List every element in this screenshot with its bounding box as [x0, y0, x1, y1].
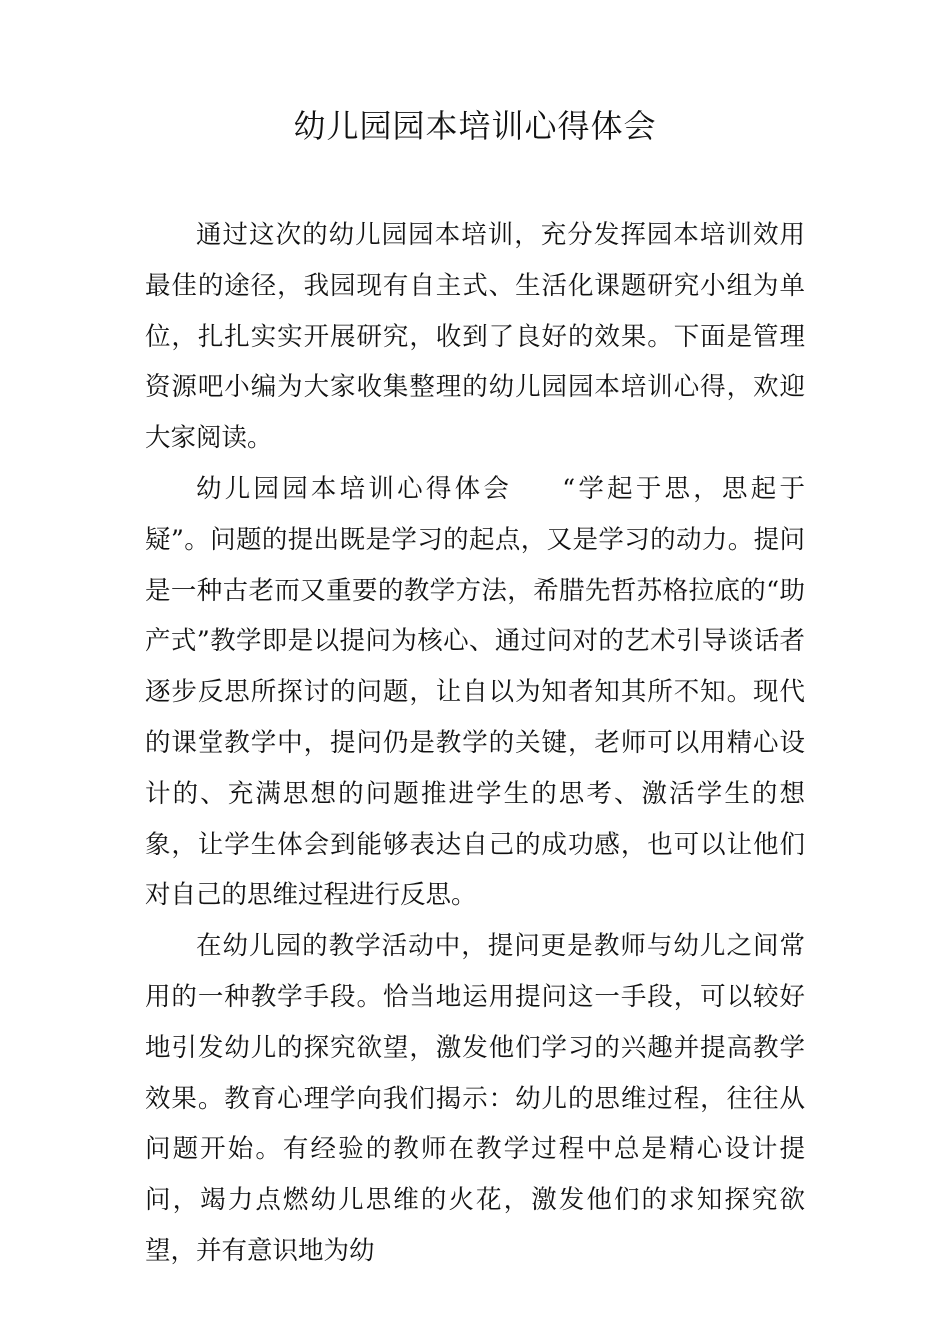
paragraph-lead-heading: 幼儿园园本培训心得体会 [196, 473, 513, 504]
paragraph-kindergarten-teaching: 在幼儿园的教学活动中，提问更是教师与幼儿之间常用的一种教学手段。恰当地运用提问这一手段，可以较好地引发幼儿的探究欲望，激发他们学习的兴趣并提高教学效果。教育心理学向我们揭示：幼儿的思维过程，往往从问题开始。有经验的教师在教学过程中总是精心设计提问，竭力点燃幼儿思维的火花，激发他们的求知探究欲望，并有意识地为幼 [145, 931, 805, 1266]
document-title: 幼儿园园本培训心得体会 [293, 107, 657, 145]
paragraph-questioning [145, 464, 805, 921]
document-body [145, 210, 805, 1277]
paragraph-intro: 通过这次的幼儿园园本培训，充分发挥园本培训效用最佳的途径，我园现有自主式、生活化课题研究小组为单位，扎扎实实开展研究，收到了良好的效果。下面是管理资源吧小编为大家收集整理的幼儿园园本培训心得，欢迎大家阅读。 [145, 220, 805, 454]
paragraph-questioning-text: “学起于思，思起于疑”。问题的提出既是学习的起点，又是学习的动力。提问是一种古老而又重要的教学方法，希腊先哲苏格拉底的“助产式”教学即是以提问为核心、通过问对的艺术引导谈话者逐步反思所探讨的问题，让自以为知者知其所不知。现代的课堂教学中，提问仍是教学的关键，老师可以用精心设计的、充满思想的问题推进学生的思考、激活学生的想象，让学生体会到能够表达自己的成功感，也可以让他们对自己的思维过程进行反思。 [145, 473, 805, 911]
